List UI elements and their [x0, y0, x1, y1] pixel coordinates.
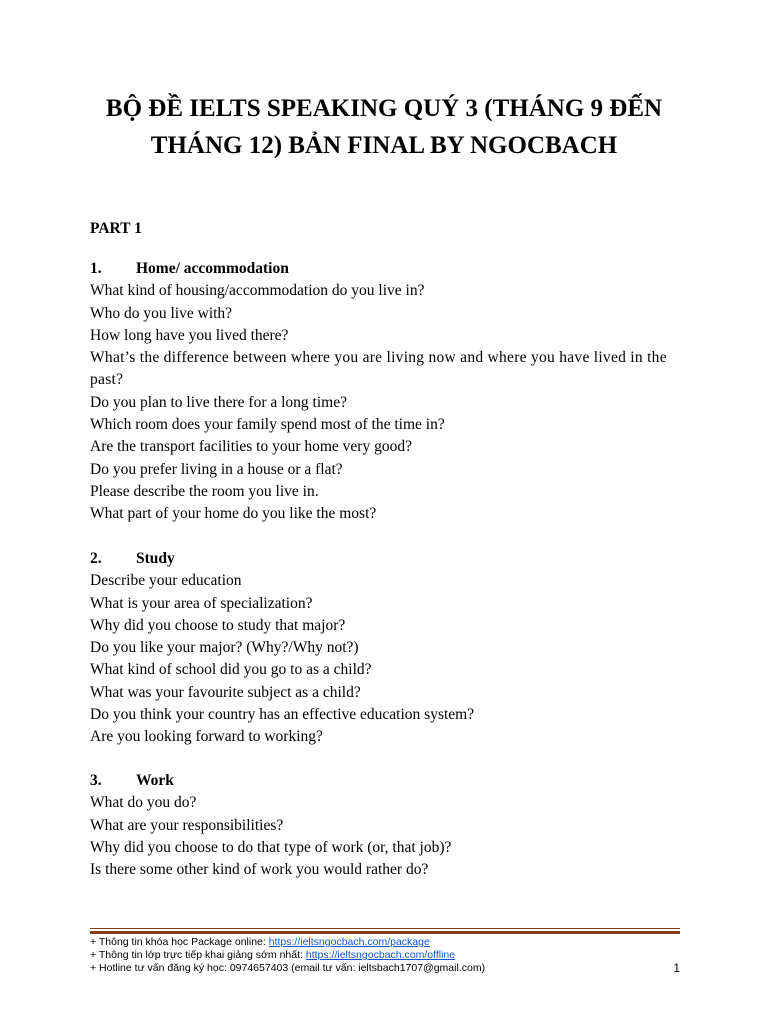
package-link[interactable]: https://ieltsngocbach.com/package — [268, 936, 430, 948]
section-number: 3. — [90, 772, 102, 789]
question-item: Describe your education — [90, 572, 242, 590]
question-item: What is your area of specialization? — [90, 594, 313, 612]
question-item: Which room does your family spend most of the time in? — [90, 416, 445, 434]
footer-divider — [90, 928, 680, 929]
section-heading — [90, 548, 690, 570]
question-item: Is there some other kind of work you would rather do? — [90, 861, 429, 879]
question-item: Do you plan to live there for a long time? — [90, 393, 347, 411]
section-study — [90, 548, 690, 749]
footer-class-info — [90, 949, 680, 962]
section-title: Home/ accommodation — [136, 260, 289, 277]
question-item: What kind of school did you go to as a child? — [90, 661, 372, 679]
footer-course-info — [90, 936, 680, 949]
section-heading — [90, 258, 690, 280]
question-item: What do you do? — [90, 794, 197, 812]
question-item: What part of your home do you like the most? — [90, 505, 377, 523]
document-title — [80, 90, 688, 164]
question-list — [90, 280, 690, 525]
question-item: What was your favourite subject as a child? — [90, 683, 361, 701]
question-item: Do you like your major? (Why?/Why not?) — [90, 639, 359, 657]
page-number: 1 — [673, 961, 680, 975]
question-item: How long have you lived there? — [90, 326, 289, 344]
footer-divider — [90, 931, 680, 934]
question-item: What’s the difference between where you are living now and where you have lived in the past? — [90, 349, 667, 389]
question-list — [90, 792, 690, 881]
question-item: Who do you live with? — [90, 304, 233, 322]
question-item: Why did you choose to study that major? — [90, 616, 346, 634]
footer-class-label: + Thông tin lớp trực tiếp khai giảng sớm nhất: — [90, 949, 306, 961]
question-item: Do you think your country has an effective education system? — [90, 706, 475, 724]
page-footer — [90, 936, 680, 975]
question-item: Please describe the room you live in. — [90, 482, 319, 500]
section-work — [90, 770, 690, 881]
title-line-1: BỘ ĐỀ IELTS SPEAKING QUÝ 3 (THÁNG 9 ĐẾN — [105, 95, 663, 122]
section-number: 1. — [90, 260, 102, 277]
question-item: What are your responsibilities? — [90, 816, 284, 834]
question-item: Are you looking forward to working? — [90, 728, 323, 746]
section-home-accommodation — [90, 258, 690, 526]
offline-link[interactable]: https://ieltsngocbach.com/offline — [305, 949, 456, 961]
question-item: What kind of housing/accommodation do you live in? — [90, 282, 425, 300]
section-title: Work — [136, 772, 174, 789]
part-heading: PART 1 — [90, 220, 142, 237]
question-item: Why did you choose to do that type of work (or, that job)? — [90, 838, 452, 856]
question-item: Do you prefer living in a house or a flat? — [90, 460, 343, 478]
footer-hotline: + Hotline tư vấn đăng ký học: 0974657403 (email tư vấn: ieltsbach1707@gmail.com) — [90, 962, 486, 974]
question-list — [90, 570, 690, 748]
footer-course-label: + Thông tin khóa học Package online: — [90, 936, 269, 948]
title-line-2: THÁNG 12) BẢN FINAL BY NGOCBACH — [150, 132, 618, 159]
section-title: Study — [136, 550, 175, 567]
question-item: Are the transport facilities to your home very good? — [90, 438, 412, 456]
section-heading — [90, 770, 690, 792]
section-number: 2. — [90, 550, 102, 567]
